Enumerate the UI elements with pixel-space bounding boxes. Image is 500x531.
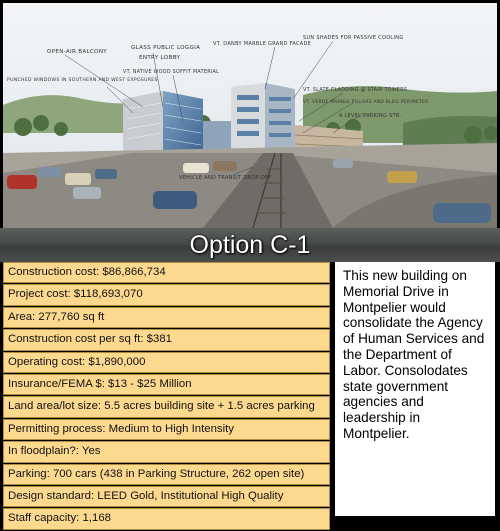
callout-danby-facade: VT. DANBY MARBLE GRAND FACADE <box>213 41 312 47</box>
spec-area: Area: 277,760 sq ft <box>3 307 330 328</box>
callout-entry-lobby: ENTRY LOBBY <box>139 55 181 61</box>
spec-design-standard: Design standard: LEED Gold, Institutional High Quality <box>3 486 330 507</box>
callout-punched-windows: PUNCHED WINDOWS IN SOUTHERN AND WEST EXPOSURES <box>7 78 158 83</box>
spec-staff-capacity: Staff capacity: 1,168 <box>3 508 330 529</box>
spec-permitting: Permitting process: Medium to High Intensity <box>3 419 330 440</box>
callout-parking-structure: 4 LEVEL PARKING STR. <box>339 113 402 119</box>
architectural-rendering <box>3 3 497 228</box>
spec-insurance: Insurance/FEMA $: $13 - $25 Million <box>3 374 330 395</box>
spec-project-cost: Project cost: $118,693,070 <box>3 284 330 305</box>
description-box <box>335 262 495 516</box>
title-band <box>0 228 500 262</box>
description-text: This new building on Memorial Drive in Montpelier would consolidate the Agency of Human Services and the Department of Labor. Consolodates state government agencies and leadership in Montpelier. <box>343 268 485 441</box>
callout-slate-cladding: VT. SLATE CLADDING @ STAIR TOWERS <box>303 88 408 93</box>
option-title: Option C-1 <box>189 231 311 259</box>
spec-construction-cost: Construction cost: $86,866,734 <box>3 262 330 283</box>
spec-land-area: Land area/lot size: 5.5 acres building site + 1.5 acres parking <box>3 396 330 417</box>
spec-cost-per-sqft: Construction cost per sq ft: $381 <box>3 329 330 350</box>
callout-balcony: OPEN-AIR BALCONY <box>47 49 108 55</box>
callout-loggia: GLASS PUBLIC LOGGIA <box>131 45 201 51</box>
spec-list <box>3 262 330 531</box>
callout-wood-soffit: VT. NATIVE WOOD SOFFIT MATERIAL <box>123 70 220 75</box>
callout-sun-shades: SUN SHADES FOR PASSIVE COOLING <box>303 35 404 41</box>
spec-floodplain: In floodplain?: Yes <box>3 441 330 462</box>
spec-operating-cost: Operating cost: $1,890,000 <box>3 352 330 373</box>
callout-drop-off: VEHICLE AND TRANSIT DROP-OFF <box>179 175 272 181</box>
spec-parking: Parking: 700 cars (438 in Parking Structure, 262 open site) <box>3 464 330 485</box>
callout-verde-marble: VT. VERDE MARBLE PILLARS AND BLDG PERIMETER <box>303 100 429 105</box>
